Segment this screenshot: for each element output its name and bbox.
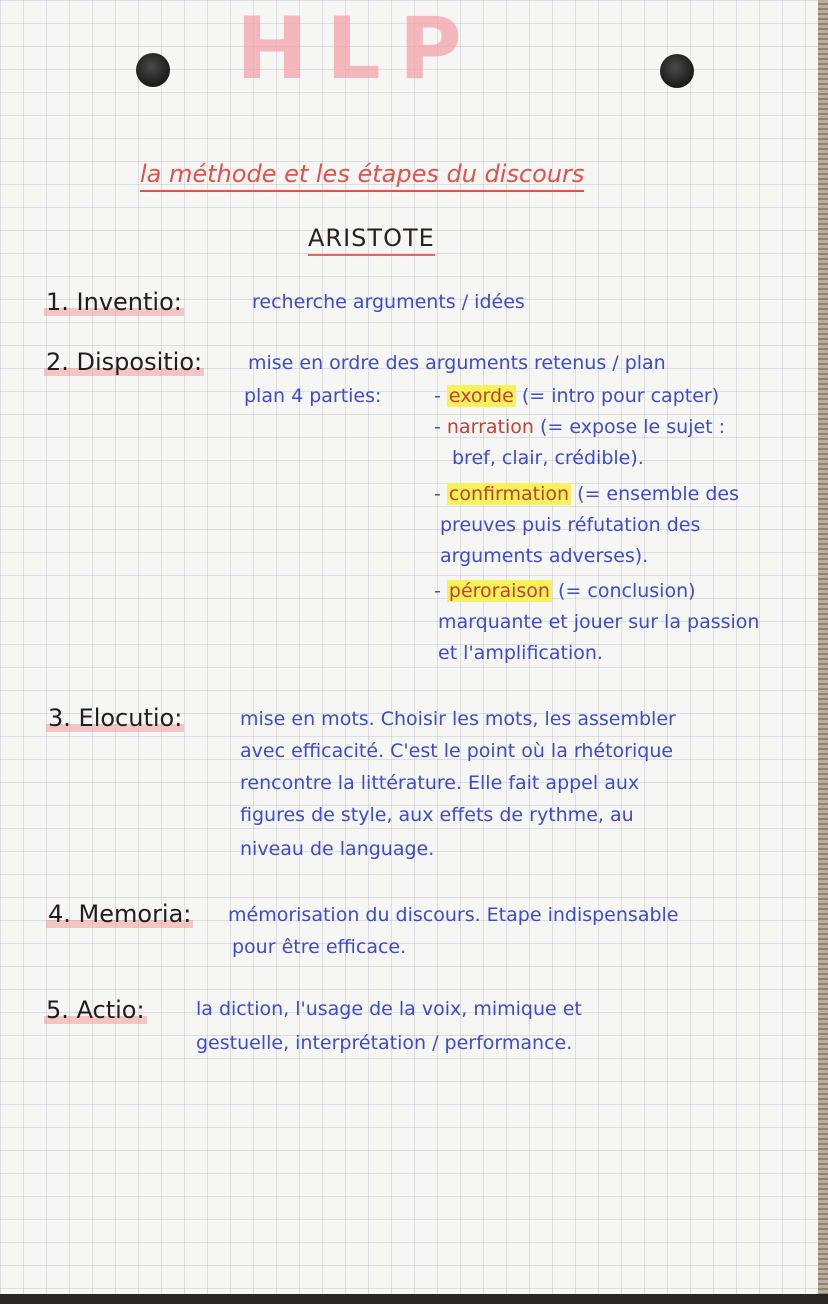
part-text: (= expose le sujet :	[539, 416, 726, 438]
part-text: (= conclusion)	[558, 580, 696, 602]
punch-hole-right	[660, 54, 694, 88]
part-name: péroraison	[448, 580, 550, 602]
part-narration: - narration (= expose le sujet :	[434, 416, 726, 438]
part-confirmation: - confirmation (= ensemble des	[434, 483, 739, 505]
part-name: narration	[446, 416, 534, 438]
section-text-line: figures de style, aux effets de rythme, au	[240, 804, 634, 826]
section-text-line: gestuelle, interprétation / performance.	[196, 1032, 573, 1054]
section-text-line: pour être efficace.	[232, 936, 407, 958]
part-name: exorde	[448, 385, 514, 407]
section-text-line: rencontre la littérature. Elle fait appel aux	[240, 772, 640, 794]
section-text-line: avec efficacité. C'est le point où la rhétorique	[240, 740, 674, 762]
paper-edge-bottom	[0, 1294, 828, 1304]
punch-hole-left	[136, 53, 170, 87]
section-text-line: la diction, l'usage de la voix, mimique et	[196, 998, 582, 1020]
part-text-line: arguments adverses).	[440, 545, 649, 567]
section-text-line: mémorisation du discours. Etape indispensable	[228, 904, 679, 926]
part-text-line: bref, clair, crédible).	[452, 447, 644, 469]
section-term-actio: 5. Actio:	[46, 996, 145, 1024]
section-text-line: recherche arguments / idées	[252, 291, 525, 313]
part-text: (= ensemble des	[577, 483, 739, 505]
part-peroraison: - péroraison (= conclusion)	[434, 580, 696, 602]
section-text-line: mise en ordre des arguments retenus / plan	[248, 352, 666, 374]
page-subtitle: la méthode et les étapes du discours	[140, 160, 584, 192]
section-term-memoria: 4. Memoria:	[48, 900, 192, 928]
watermark-title: HLP	[236, 0, 480, 99]
section-term-dispositio: 2. Dispositio:	[46, 348, 203, 376]
section-text-line: niveau de language.	[240, 838, 435, 860]
paper-edge-right	[818, 0, 828, 1304]
section-text-line: mise en mots. Choisir les mots, les assembler	[240, 708, 676, 730]
part-exorde: - exorde (= intro pour capter)	[434, 385, 720, 407]
section-term-elocutio: 3. Elocutio:	[48, 704, 183, 732]
author-heading: ARISTOTE	[308, 224, 435, 256]
part-name: confirmation	[448, 483, 570, 505]
section-term-inventio: 1. Inventio:	[46, 288, 182, 316]
part-text-line: preuves puis réfutation des	[440, 514, 701, 536]
part-text-line: et l'amplification.	[438, 642, 603, 664]
part-text-line: marquante et jouer sur la passion	[438, 611, 760, 633]
part-text: (= intro pour capter)	[521, 385, 720, 407]
section-text-line: plan 4 parties:	[244, 385, 382, 407]
